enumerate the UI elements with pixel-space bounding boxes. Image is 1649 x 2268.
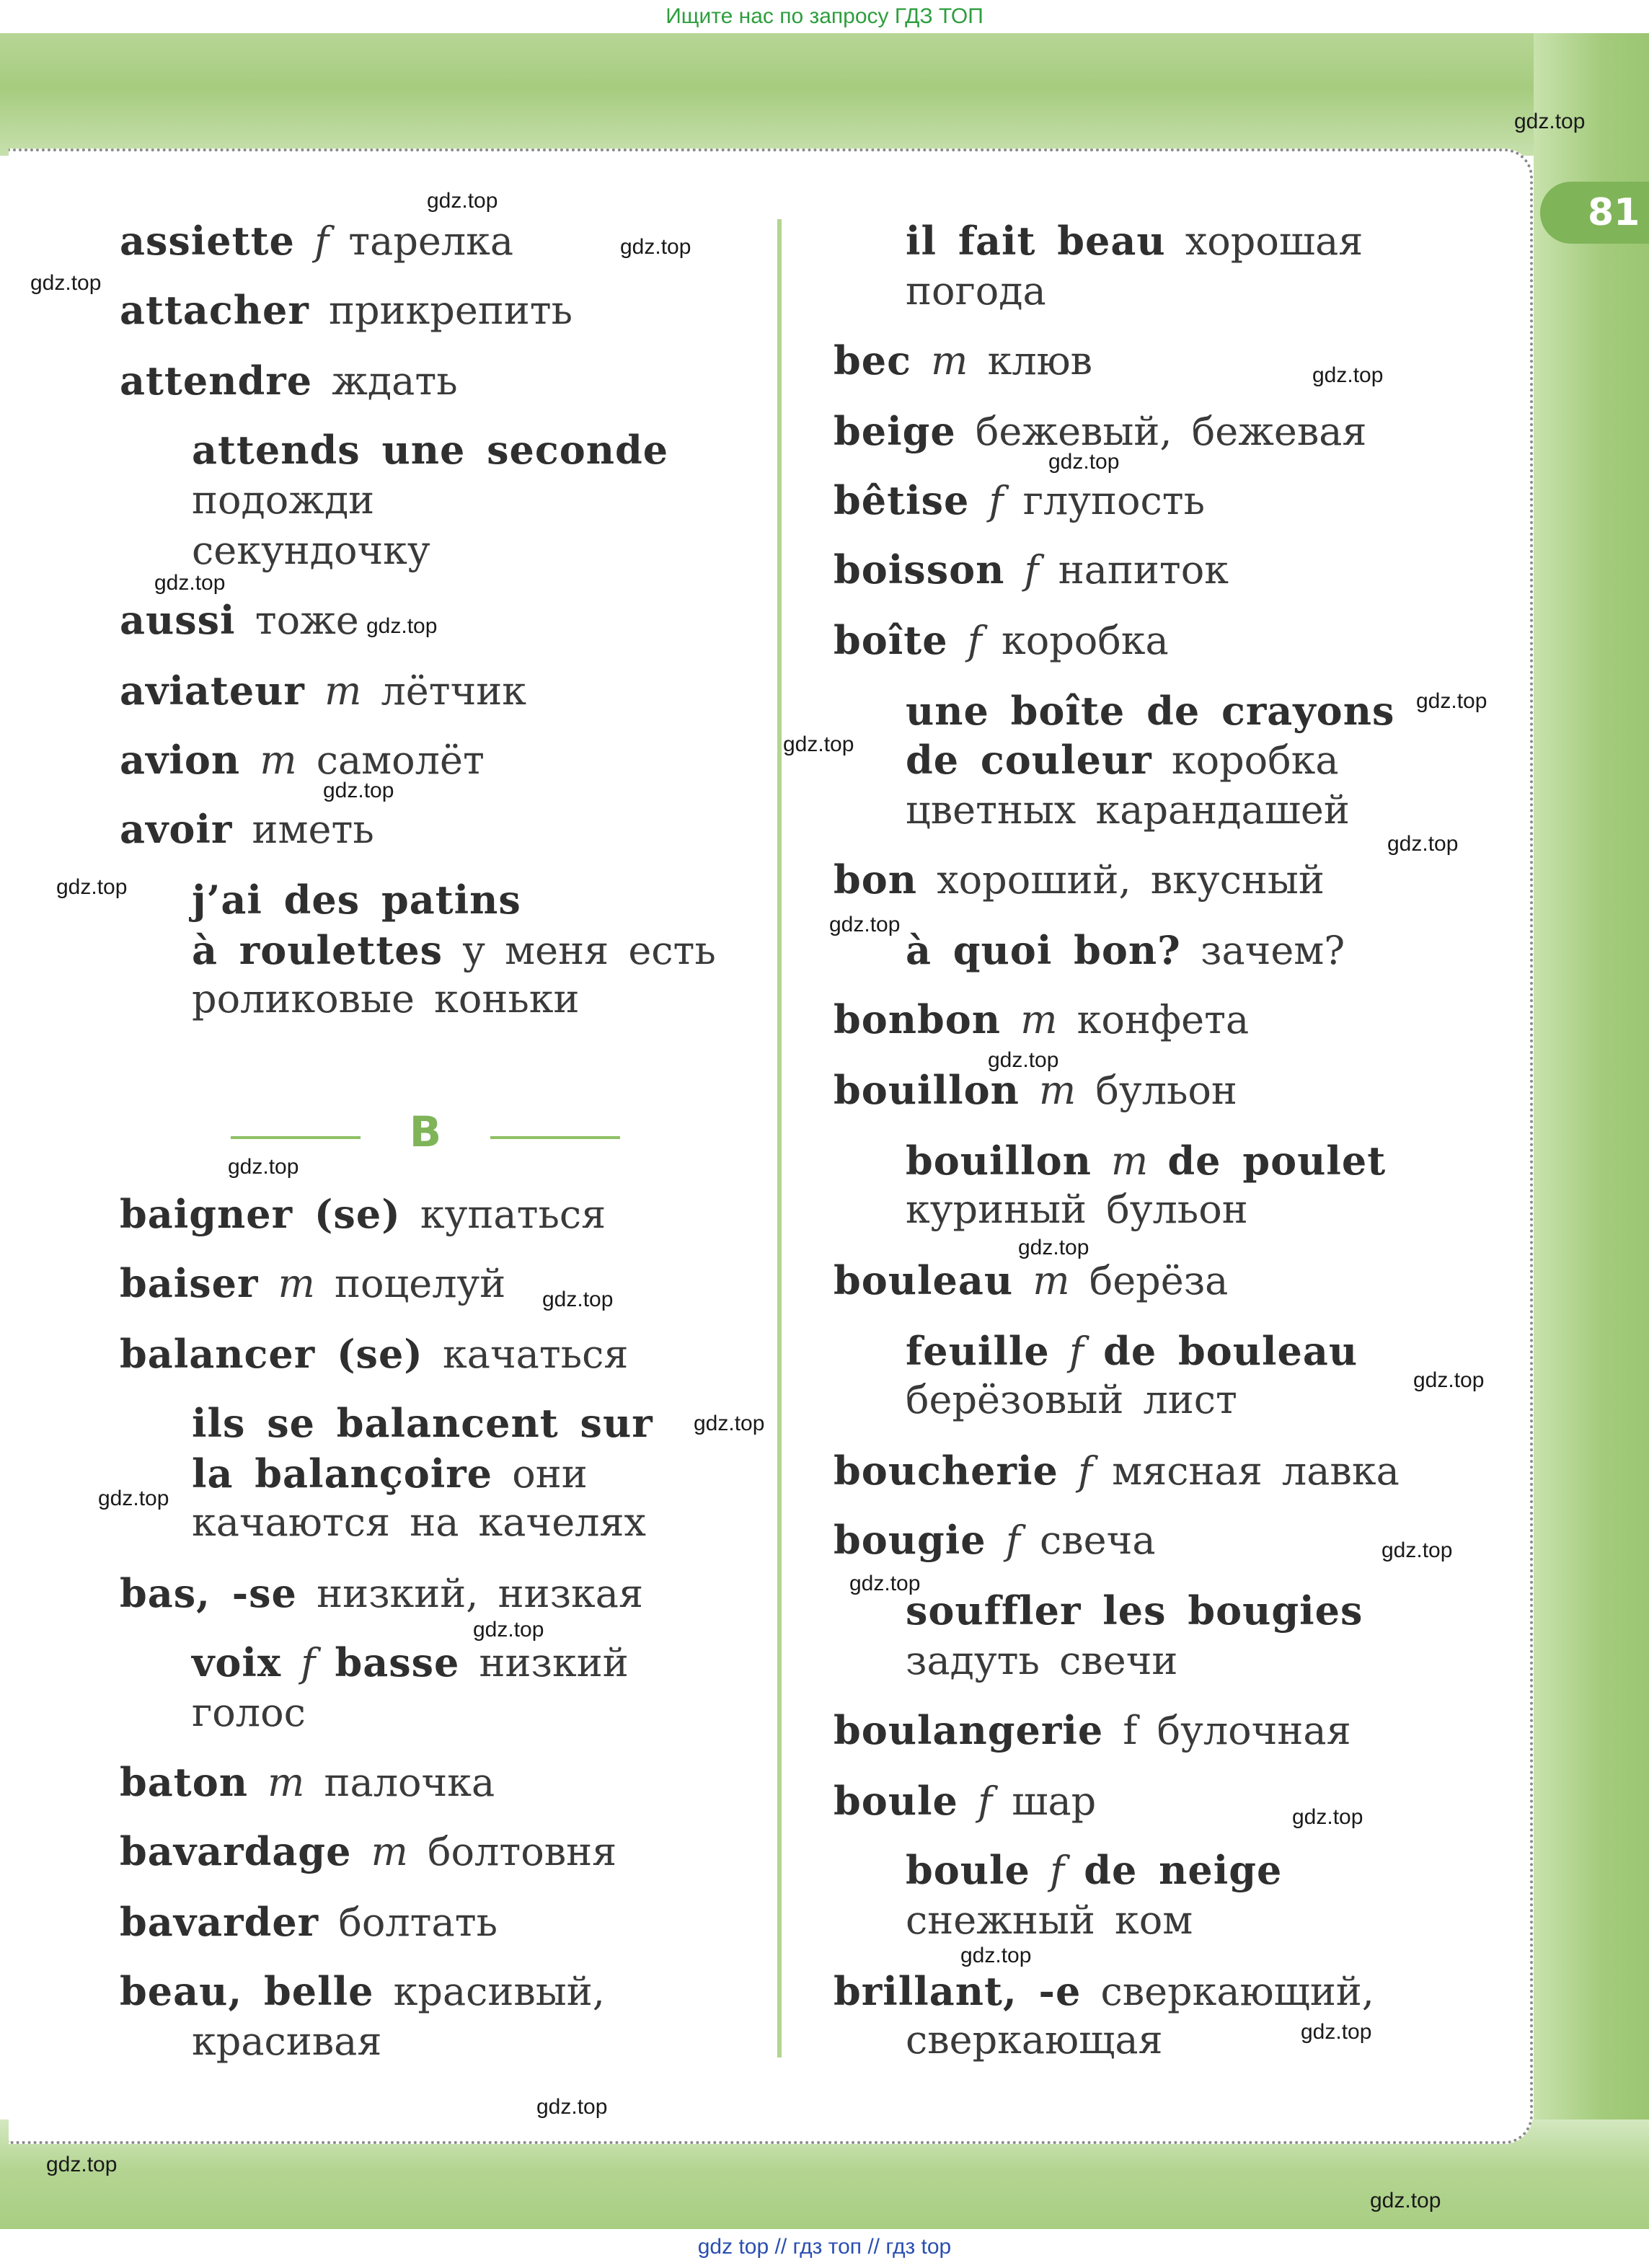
- translation: коробка: [1001, 618, 1169, 663]
- entry-line: [834, 1259, 1228, 1303]
- example-phrase: voix: [192, 1639, 282, 1686]
- example-phrase: boule: [906, 1847, 1030, 1893]
- watermark: gdz.top: [1370, 2189, 1441, 2212]
- translation: низкий: [479, 1640, 629, 1686]
- watermark: gdz.top: [228, 1155, 299, 1179]
- example-phrase: à quoi bon?: [906, 927, 1181, 973]
- green-frame-top: [0, 33, 1649, 156]
- translation: прикрепить: [328, 288, 573, 333]
- translation: сверкающий,: [1100, 1969, 1374, 2014]
- gender: f: [978, 1778, 993, 1824]
- watermark: gdz.top: [1413, 1368, 1485, 1392]
- watermark: gdz.top: [30, 271, 102, 295]
- translation: зачем?: [1201, 928, 1345, 973]
- translation: хороший, вкусный: [937, 857, 1325, 903]
- example-line: [906, 1329, 1358, 1373]
- translation: клюв: [987, 338, 1093, 384]
- watermark: gdz.top: [56, 875, 128, 899]
- example-line: [192, 1641, 629, 1685]
- translation: берёзовый лист: [906, 1377, 1237, 1422]
- headword: beige: [834, 408, 956, 454]
- watermark: gdz.top: [473, 1618, 544, 1642]
- example-line: [906, 219, 1363, 263]
- entry-line: [834, 1068, 1237, 1112]
- headword: bougie: [834, 1517, 986, 1563]
- watermark: gdz.top: [1416, 689, 1487, 713]
- example-line: [906, 270, 1046, 313]
- entry-line: [834, 619, 1169, 663]
- entry-line: [834, 548, 1229, 592]
- entry-line: [120, 669, 526, 713]
- headword: avion: [120, 737, 241, 783]
- entry-line: [120, 807, 374, 851]
- example-phrase: ils se balancent sur: [192, 1400, 653, 1446]
- example-line: [192, 1401, 653, 1445]
- example-phrase: feuille: [906, 1328, 1050, 1374]
- translation: берёза: [1089, 1258, 1229, 1303]
- translation: качаться: [443, 1332, 629, 1377]
- headword: boîte: [834, 617, 948, 663]
- section-rule-right: [490, 1136, 620, 1139]
- example-phrase: souffler les bougies: [906, 1587, 1363, 1634]
- watermark: gdz.top: [1312, 363, 1384, 387]
- watermark: gdz.top: [1018, 1236, 1089, 1259]
- entry-line: [834, 858, 1325, 902]
- example-line: [906, 738, 1339, 782]
- entry-line: [834, 1518, 1156, 1562]
- translation: глупость: [1022, 478, 1206, 523]
- headword: aussi: [120, 597, 236, 643]
- gender: m: [324, 668, 362, 714]
- headword: bavardage: [120, 1828, 352, 1874]
- example-phrase: de bouleau: [1103, 1328, 1358, 1374]
- gender: m: [278, 1261, 315, 1306]
- translation: роликовые коньки: [192, 976, 580, 1022]
- section-header-b: [231, 1107, 620, 1156]
- headword: bec: [834, 337, 911, 384]
- page-number: 81: [1588, 191, 1640, 234]
- entry-line: [120, 738, 485, 782]
- example-phrase: de poulet: [1167, 1138, 1387, 1184]
- example-line: [906, 1639, 1177, 1683]
- translation: свеча: [1040, 1518, 1156, 1563]
- watermark: gdz.top: [620, 235, 691, 259]
- translation: красивый,: [393, 1969, 605, 2014]
- example-line: [192, 1691, 306, 1735]
- translation: мясная лавка: [1112, 1448, 1400, 1494]
- headword: bavarder: [120, 1899, 319, 1945]
- gender: f: [1050, 1848, 1065, 1893]
- translation: тоже: [255, 598, 359, 643]
- headword: bêtise: [834, 477, 970, 523]
- entry-line: [834, 479, 1205, 523]
- watermark: gdz.top: [1381, 1538, 1453, 1562]
- example-line: [906, 1188, 1248, 1231]
- watermark: gdz.top: [849, 1572, 921, 1595]
- entry-line: [120, 598, 359, 642]
- example-line: [192, 428, 668, 472]
- example-phrase: à roulettes: [192, 927, 443, 973]
- example-phrase: la balançoire: [192, 1450, 493, 1497]
- entry-line: [834, 1449, 1400, 1493]
- gender: f: [1078, 1448, 1093, 1494]
- headword: boucherie: [834, 1448, 1058, 1494]
- headword: brillant, -e: [834, 1968, 1082, 2014]
- gender: m: [268, 1760, 305, 1805]
- example-line: [906, 789, 1350, 832]
- translation: красивая: [192, 2019, 382, 2064]
- translation: конфета: [1077, 997, 1250, 1042]
- headword: baigner (se): [120, 1191, 401, 1237]
- watermark: gdz.top: [542, 1288, 614, 1311]
- watermark: gdz.top: [694, 1412, 765, 1435]
- entry-line: [834, 339, 1092, 383]
- example-phrase: basse: [335, 1639, 460, 1686]
- gender: f: [1024, 547, 1039, 593]
- headword: beau, belle: [120, 1968, 374, 2014]
- headword: boulangerie: [834, 1707, 1104, 1753]
- translation: болтовня: [428, 1829, 617, 1874]
- watermark: gdz.top: [427, 189, 498, 213]
- headword: baiser: [120, 1260, 259, 1306]
- entry-line: [834, 1970, 1374, 2014]
- gender: f: [1123, 1708, 1138, 1753]
- translation: они: [512, 1451, 588, 1497]
- translation: ждать: [332, 358, 458, 404]
- watermark: gdz.top: [783, 732, 854, 756]
- gender: f: [301, 1640, 316, 1686]
- translation: коробка: [1171, 737, 1339, 783]
- headword: boisson: [834, 546, 1005, 593]
- headword: bouleau: [834, 1257, 1014, 1303]
- gender: m: [260, 737, 297, 783]
- gender: m: [931, 338, 968, 384]
- entry-line: [120, 1900, 498, 1944]
- watermark: gdz.top: [1301, 2020, 1372, 2044]
- entry-line: [120, 1262, 505, 1306]
- watermark: gdz.top: [98, 1487, 169, 1510]
- entry-line: [120, 1970, 605, 2014]
- example-line: [192, 929, 716, 973]
- headword: baton: [120, 1759, 248, 1805]
- example-phrase: de neige: [1084, 1847, 1283, 1893]
- headword: attendre: [120, 358, 313, 404]
- example-line: [906, 689, 1394, 733]
- example-phrase: de couleur: [906, 737, 1152, 783]
- gender: f: [967, 618, 982, 663]
- entry-line: [120, 1192, 606, 1236]
- translation: самолёт: [316, 737, 485, 783]
- headword: bonbon: [834, 996, 1002, 1042]
- translation: хорошая: [1185, 218, 1363, 264]
- entry-line: [120, 1830, 616, 1874]
- headword: attacher: [120, 287, 309, 333]
- watermark: gdz.top: [1292, 1805, 1363, 1829]
- translation: сверкающая: [906, 2017, 1163, 2063]
- translation: у меня есть: [462, 928, 716, 973]
- headword: bon: [834, 856, 918, 903]
- example-line: [192, 978, 580, 1021]
- example-line: [192, 1452, 588, 1496]
- gender: f: [989, 478, 1004, 523]
- gender: f: [314, 218, 330, 264]
- example-line: [906, 1139, 1386, 1183]
- headword: avoir: [120, 806, 233, 852]
- example-line: [906, 1378, 1237, 1422]
- example-line: [906, 929, 1345, 973]
- translation: булочная: [1157, 1708, 1351, 1753]
- watermark: gdz.top: [536, 2095, 608, 2119]
- gender: m: [371, 1829, 408, 1874]
- headword: aviateur: [120, 668, 305, 714]
- entry-line-cont: [906, 2019, 1163, 2062]
- gender: m: [1033, 1258, 1070, 1303]
- example-line: [192, 878, 521, 922]
- headword: balancer (se): [120, 1331, 423, 1377]
- headword: assiette: [120, 218, 295, 264]
- translation: снежный ком: [906, 1897, 1193, 1943]
- translation: бульон: [1095, 1068, 1237, 1113]
- example-phrase: attends une seconde: [192, 427, 669, 473]
- bottom-banner-text: gdz top // гдз топ // гдз top: [697, 2235, 952, 2259]
- translation: цветных карандашей: [906, 787, 1350, 833]
- section-letter: B: [409, 1107, 442, 1156]
- gender: m: [1039, 1068, 1077, 1113]
- example-line: [192, 1501, 646, 1544]
- translation: задуть свечи: [906, 1638, 1178, 1683]
- watermark: gdz.top: [154, 571, 226, 595]
- entry-line: [120, 359, 458, 403]
- headword: bouillon: [834, 1067, 1020, 1113]
- entry-line: [120, 219, 513, 263]
- example-line: [906, 1848, 1282, 1892]
- translation: палочка: [324, 1760, 495, 1805]
- translation: напиток: [1058, 547, 1229, 593]
- section-rule-left: [231, 1136, 361, 1139]
- example-line: [192, 479, 374, 522]
- bottom-banner: [0, 2229, 1649, 2265]
- entry-line: [834, 409, 1367, 453]
- watermark: gdz.top: [1514, 110, 1586, 133]
- gender: f: [1069, 1329, 1084, 1374]
- page-number-tab: [1540, 182, 1649, 244]
- watermark: gdz.top: [1387, 832, 1459, 856]
- translation: низкий, низкая: [317, 1571, 644, 1616]
- example-phrase: une boîte de crayons: [906, 688, 1395, 734]
- entry-line: [834, 1709, 1351, 1753]
- example-line: [192, 529, 430, 572]
- top-banner-text: Ищите нас по запросу ГДЗ ТОП: [666, 4, 983, 28]
- watermark: gdz.top: [829, 913, 901, 936]
- headword: bas, -se: [120, 1570, 297, 1616]
- translation: голос: [192, 1690, 306, 1735]
- example-phrase: bouillon: [906, 1138, 1092, 1184]
- translation: купаться: [420, 1192, 606, 1237]
- translation: погода: [906, 268, 1046, 314]
- entry-line: [120, 1760, 495, 1804]
- entry-line: [120, 1332, 628, 1376]
- entry-line: [120, 288, 572, 332]
- watermark: gdz.top: [323, 779, 394, 802]
- translation: шар: [1012, 1778, 1097, 1824]
- example-phrase: j’ai des patins: [192, 877, 521, 923]
- watermark: gdz.top: [960, 1944, 1032, 1967]
- translation: качаются на качелях: [192, 1500, 646, 1545]
- gender: m: [1111, 1138, 1149, 1184]
- example-phrase: il fait beau: [906, 218, 1166, 264]
- example-line: [906, 1899, 1193, 1942]
- entry-line: [120, 1572, 643, 1616]
- translation: иметь: [252, 807, 374, 852]
- entry-line-cont: [192, 2020, 381, 2063]
- entry-line: [834, 1779, 1096, 1823]
- translation: подожди: [192, 477, 375, 523]
- top-banner: [0, 0, 1649, 33]
- translation: бежевый, бежевая: [975, 409, 1367, 454]
- translation: болтать: [338, 1900, 498, 1945]
- example-line: [906, 1589, 1363, 1633]
- gender: f: [1005, 1518, 1020, 1563]
- watermark: gdz.top: [46, 2153, 118, 2176]
- translation: лётчик: [381, 668, 527, 714]
- translation: поцелуй: [335, 1261, 506, 1306]
- green-frame-right: [1534, 33, 1649, 2229]
- gender: m: [1020, 997, 1058, 1042]
- watermark: gdz.top: [1048, 450, 1120, 474]
- translation: секундочку: [192, 528, 430, 573]
- entry-line: [834, 998, 1249, 1042]
- translation: куриный бульон: [906, 1187, 1248, 1232]
- watermark: gdz.top: [988, 1048, 1059, 1072]
- watermark: gdz.top: [366, 614, 438, 638]
- column-divider: [777, 219, 782, 2057]
- headword: boule: [834, 1778, 958, 1824]
- translation: тарелка: [348, 218, 514, 264]
